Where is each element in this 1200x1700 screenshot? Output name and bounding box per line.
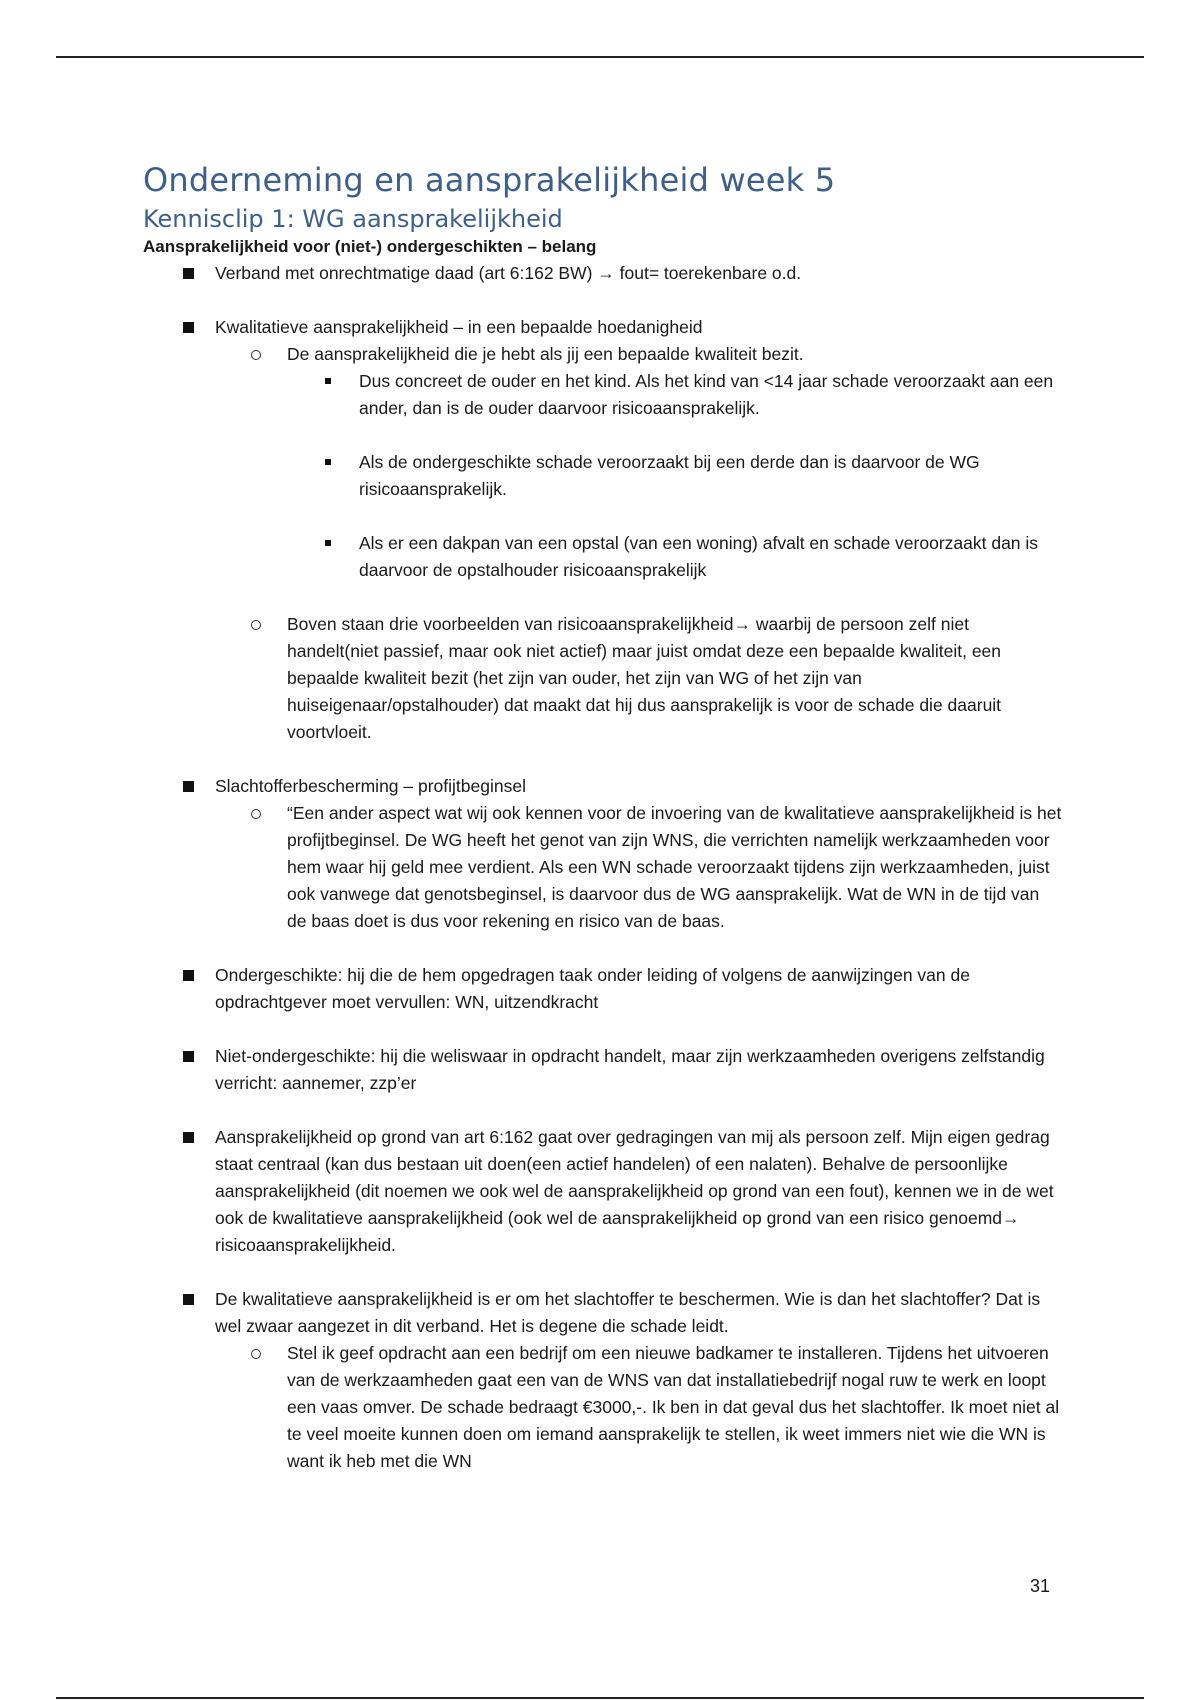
list-item: Niet-ondergeschikte: hij die weliswaar in opdracht handelt, maar zijn werkzaamheden overigens zelfstandig verricht: aannemer, zzp’er (143, 1043, 1063, 1097)
square-bullet-icon (183, 1132, 194, 1143)
list-item: Slachtofferbescherming – profijtbeginsel (143, 773, 1063, 800)
square-bullet-icon (183, 1051, 194, 1062)
page-number: 31 (1030, 1576, 1051, 1596)
header-rule (56, 56, 1144, 58)
sub-sub-list-item: Als de ondergeschikte schade veroorzaakt bij een derde dan is daarvoor de WG risicoaansprakelijk. (143, 449, 1063, 503)
list-item: Kwalitatieve aansprakelijkheid – in een bepaalde hoedanigheid (143, 314, 1063, 341)
list-item: Ondergeschikte: hij die de hem opgedragen taak onder leiding of volgens de aanwijzingen van de opdrachtgever moet vervullen: WN, uitzendkracht (143, 962, 1063, 1016)
square-bullet-icon (183, 322, 194, 333)
small-square-bullet-icon (325, 540, 331, 546)
small-square-bullet-icon (325, 378, 331, 384)
page-body (143, 160, 1063, 1475)
footer-rule (56, 1697, 1144, 1699)
list-item: Aansprakelijkheid op grond van art 6:162 gaat over gedragingen van mij als persoon zelf. Mijn eigen gedrag staat centraal (kan dus bestaan uit doen(een actief handelen) of een nalaten). Behalve de persoonlijke aansprakelijkheid (dit noemen we ook wel de aansprakelijkheid op grond van een fout), kennen we in de wet ook de kwalitatieve aansprakelijkheid (ook wel de aansprakelijkheid op grond van een risico genoemd→ risicoaansprakelijkheid. (143, 1124, 1063, 1259)
square-bullet-icon (183, 1294, 194, 1305)
square-bullet-icon (183, 970, 194, 981)
list-item: Verband met onrechtmatige daad (art 6:162 BW) → fout= toerekenbare o.d. (143, 260, 1063, 287)
circle-bullet-icon (251, 1349, 261, 1359)
sub-list-item: Boven staan drie voorbeelden van risicoaansprakelijkheid→ waarbij de persoon zelf niet handelt(niet passief, maar ook niet actief) maar juist omdat deze een bepaalde kwaliteit, een bepaalde kwaliteit bezit (het zijn van ouder, het zijn van WG of het zijn van huiseigenaar/opstalhouder) dat maakt dat hij dus aansprakelijk is voor de schade die daaruit voortvloeit. (143, 611, 1063, 746)
sub-list-item: De aansprakelijkheid die je hebt als jij een bepaalde kwaliteit bezit. (143, 341, 1063, 368)
circle-bullet-icon (251, 809, 261, 819)
sub-list-item: “Een ander aspect wat wij ook kennen voor de invoering van de kwalitatieve aansprakelijkheid is het profijtbeginsel. De WG heeft het genot van zijn WNS, die verrichten namelijk werkzaamheden voor hem waar hij geld mee verdient. Als een WN schade veroorzaakt tijdens zijn werkzaamheden, juist ook vanwege dat genotsbeginsel, is daarvoor dus de WG aansprakelijk. Wat de WN in de tijd van de baas doet is dus voor rekening en risico van de baas. (143, 800, 1063, 935)
square-bullet-icon (183, 781, 194, 792)
square-bullet-icon (183, 268, 194, 279)
list-item: De kwalitatieve aansprakelijkheid is er om het slachtoffer te beschermen. Wie is dan het slachtoffer? Dat is wel zwaar aangezet in dit verband. Het is degene die schade leidt. (143, 1286, 1063, 1340)
small-square-bullet-icon (325, 459, 331, 465)
document-title: Onderneming en aansprakelijkheid week 5 (143, 161, 836, 199)
section-subtitle: Kennisclip 1: WG aansprakelijkheid (143, 205, 563, 233)
section-heading: Aansprakelijkheid voor (niet-) ondergeschikten – belang (143, 237, 597, 256)
sub-sub-list-item: Dus concreet de ouder en het kind. Als het kind van <14 jaar schade veroorzaakt aan een ander, dan is de ouder daarvoor risicoaansprakelijk. (143, 368, 1063, 422)
sub-list-item: Stel ik geef opdracht aan een bedrijf om een nieuwe badkamer te installeren. Tijdens het uitvoeren van de werkzaamheden gaat een van de WNS van dat installatiebedrijf nogal ruw te werk en loopt een vaas omver. De schade bedraagt €3000,-. Ik ben in dat geval dus het slachtoffer. Ik moet niet al te veel moeite kunnen doen om iemand aansprakelijk te stellen, ik weet immers niet wie die WN is want ik heb met die WN (143, 1340, 1063, 1475)
circle-bullet-icon (251, 350, 261, 360)
circle-bullet-icon (251, 620, 261, 630)
sub-sub-list-item: Als er een dakpan van een opstal (van een woning) afvalt en schade veroorzaakt dan is daarvoor de opstalhouder risicoaansprakelijk (143, 530, 1063, 584)
